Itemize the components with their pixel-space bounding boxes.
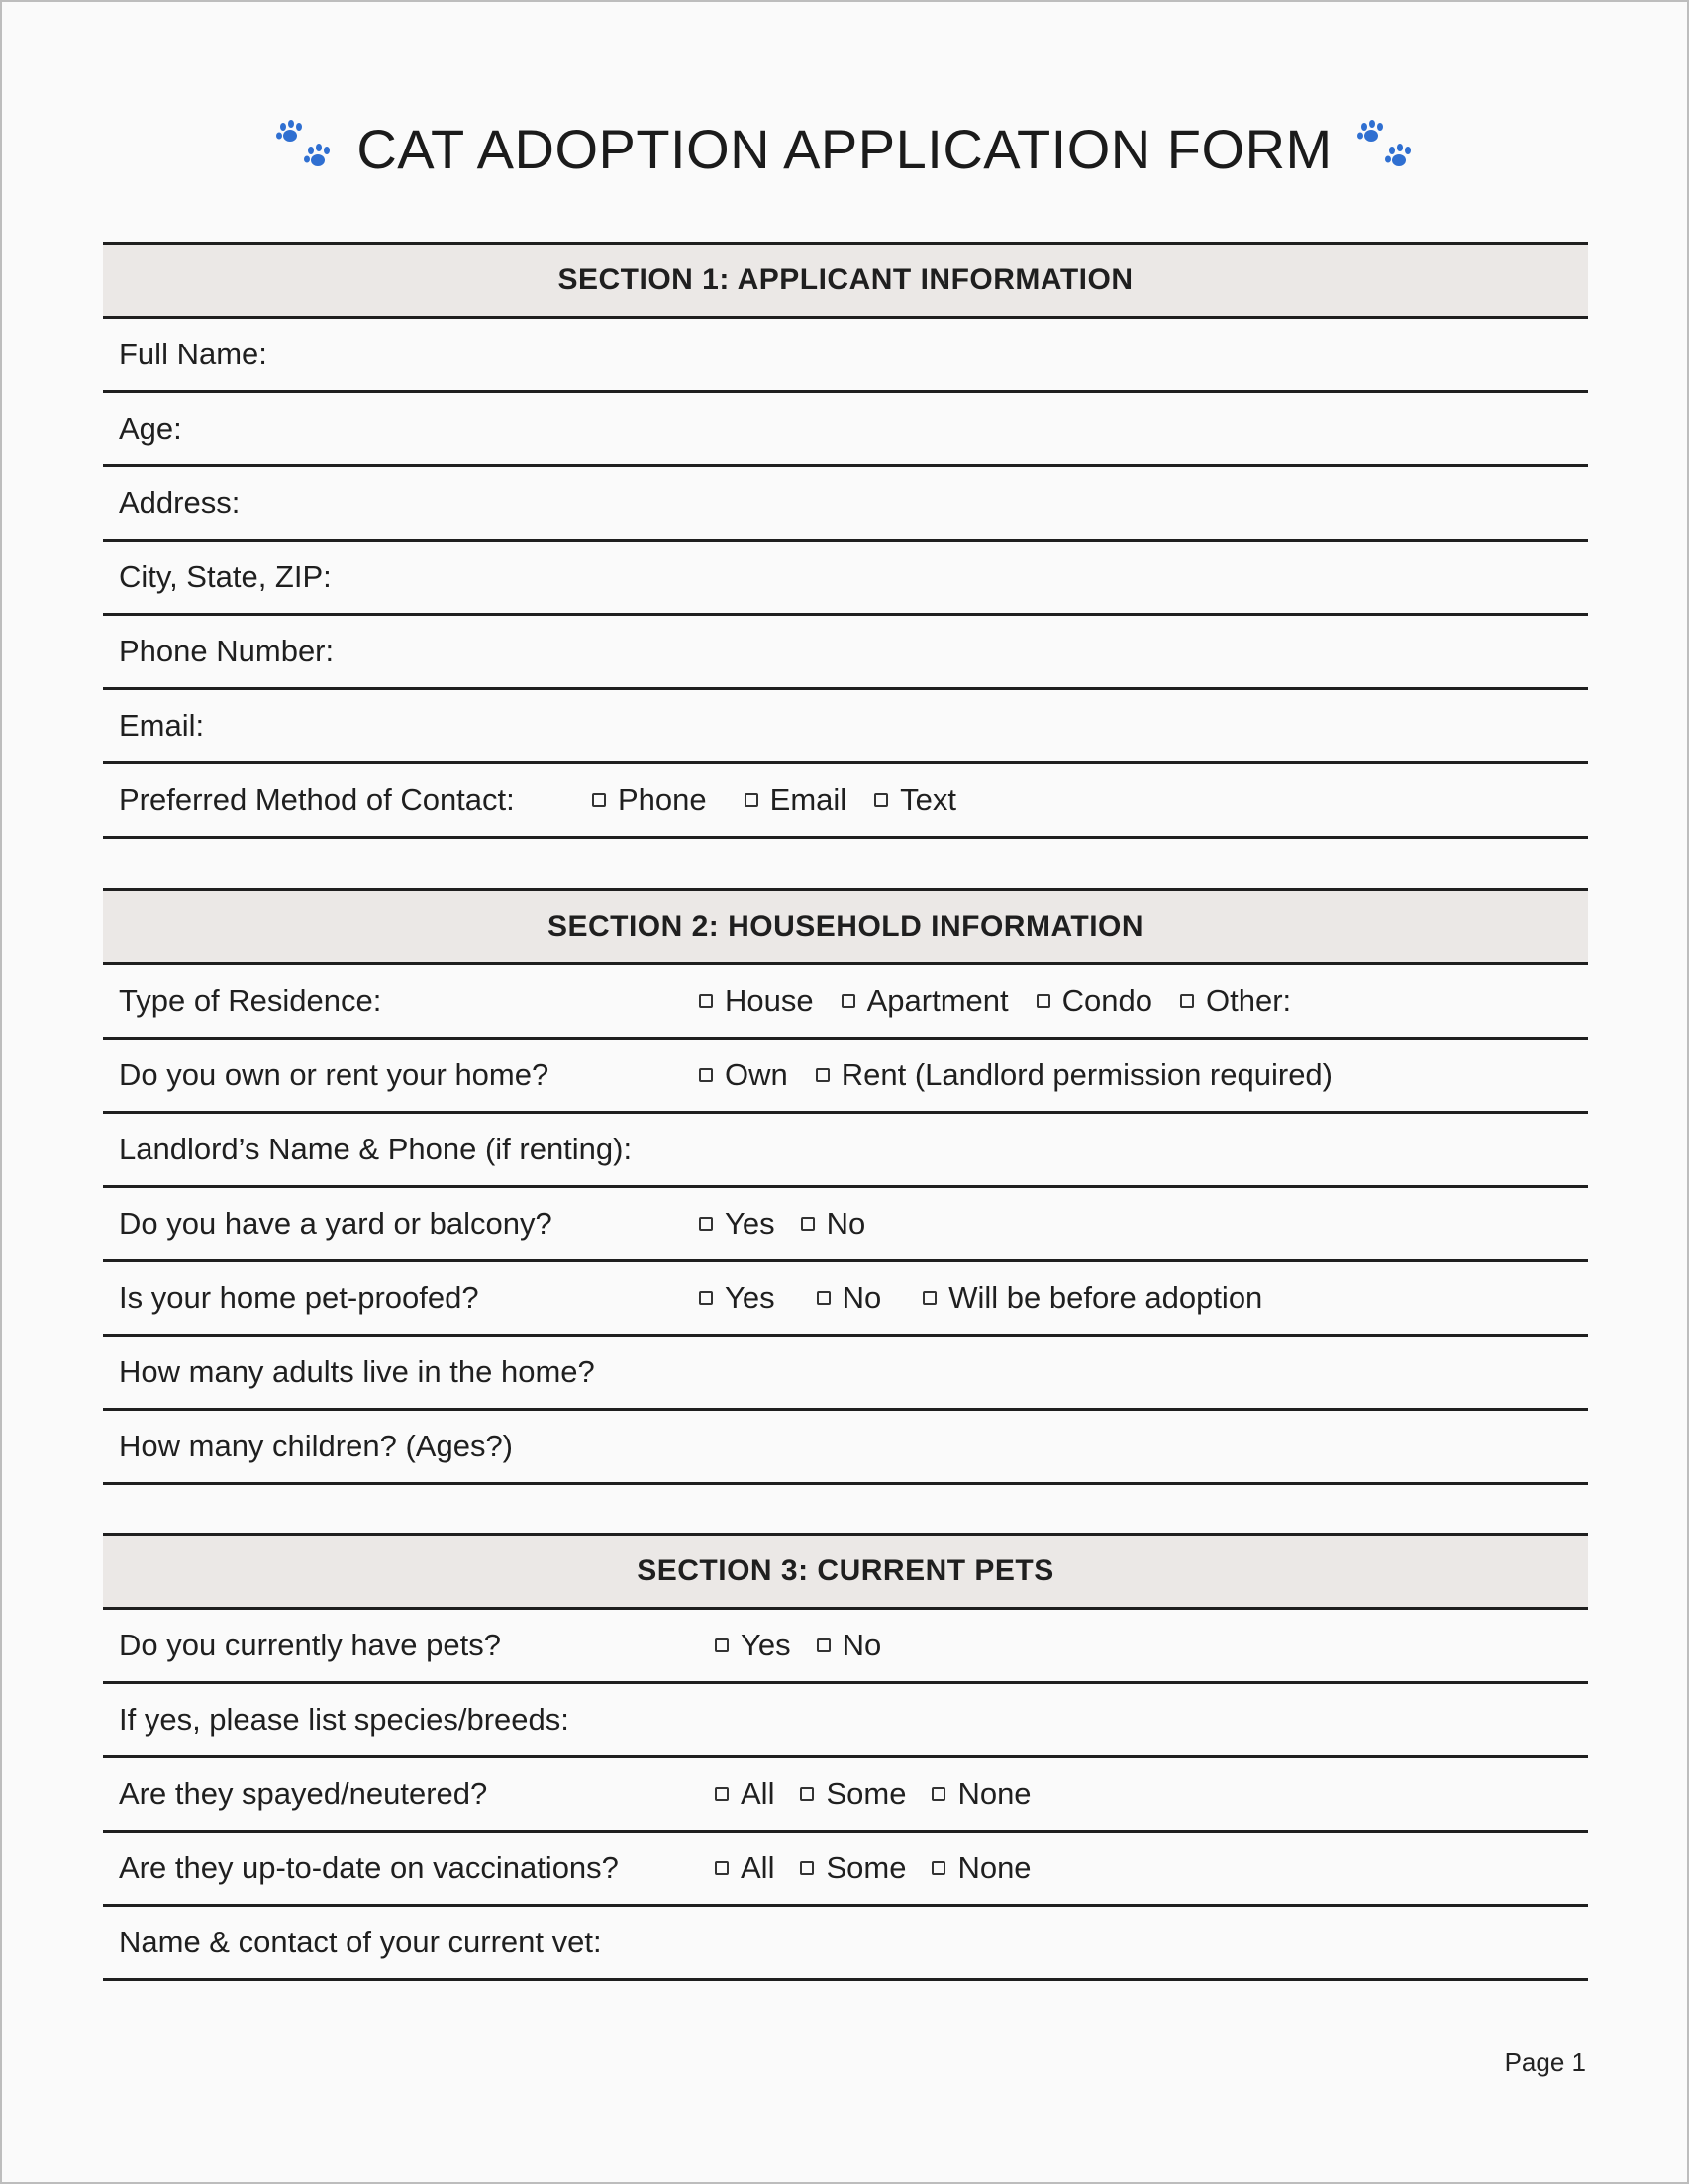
field-label: Address: [119, 485, 241, 520]
checkbox[interactable] [817, 1638, 831, 1652]
form-row-current-pets [103, 1610, 1588, 1684]
option-none[interactable]: None [932, 1776, 1031, 1812]
form-row-email[interactable] [103, 690, 1588, 764]
title-row [2, 109, 1687, 188]
form-row-phone-number[interactable] [103, 616, 1588, 690]
field-label: Is your home pet-proofed? [119, 1280, 479, 1315]
paw-prints-icon [273, 119, 335, 178]
checkbox[interactable] [1180, 994, 1194, 1008]
field-label: How many children? (Ages?) [119, 1429, 514, 1463]
option-phone[interactable]: Phone [592, 782, 707, 818]
option-some[interactable]: Some [800, 1776, 906, 1812]
form-row-age[interactable] [103, 393, 1588, 467]
contact-options [592, 782, 956, 818]
field-label: Email: [119, 708, 205, 743]
option-rent[interactable]: Rent (Landlord permission required) [816, 1057, 1333, 1093]
checkbox[interactable] [816, 1068, 830, 1082]
checkbox[interactable] [699, 994, 713, 1008]
checkbox[interactable] [801, 1217, 815, 1231]
checkbox[interactable] [1037, 994, 1050, 1008]
field-label: Do you have a yard or balcony? [119, 1206, 552, 1241]
form-row-own-or-rent [103, 1040, 1588, 1114]
paw-prints-icon [1354, 119, 1416, 178]
field-label: Landlord’s Name & Phone (if renting): [119, 1132, 633, 1166]
section-heading: SECTION 2: HOUSEHOLD INFORMATION [103, 888, 1588, 965]
option-will-be-before-adoption[interactable]: Will be before adoption [923, 1280, 1262, 1316]
option-text[interactable]: Text [874, 782, 956, 818]
form-row-landlord[interactable] [103, 1114, 1588, 1188]
application-form [103, 242, 1588, 1981]
form-row-yard-balcony [103, 1188, 1588, 1262]
current-pets-options [715, 1628, 881, 1663]
option-some[interactable]: Some [800, 1850, 906, 1886]
checkbox[interactable] [592, 793, 606, 807]
option-no[interactable]: No [817, 1628, 882, 1663]
option-own[interactable]: Own [699, 1057, 788, 1093]
field-label: Full Name: [119, 337, 267, 371]
option-no[interactable]: No [801, 1206, 866, 1241]
checkbox[interactable] [874, 793, 888, 807]
option-none[interactable]: None [932, 1850, 1031, 1886]
form-row-residence-type [103, 965, 1588, 1040]
form-row-children[interactable] [103, 1411, 1588, 1485]
option-condo[interactable]: Condo [1037, 983, 1152, 1019]
option-no[interactable]: No [817, 1280, 882, 1316]
checkbox[interactable] [715, 1861, 729, 1875]
field-label: Type of Residence: [119, 983, 382, 1018]
checkbox[interactable] [699, 1217, 713, 1231]
form-row-city-state-zip[interactable] [103, 542, 1588, 616]
form-row-address[interactable] [103, 467, 1588, 542]
section-heading: SECTION 1: APPLICANT INFORMATION [103, 242, 1588, 319]
field-label: Age: [119, 411, 182, 446]
form-row-current-vet[interactable] [103, 1907, 1588, 1981]
checkbox[interactable] [842, 994, 855, 1008]
field-label: How many adults live in the home? [119, 1354, 595, 1389]
field-label: Are they up-to-date on vaccinations? [119, 1850, 619, 1885]
checkbox[interactable] [923, 1291, 937, 1305]
field-label: If yes, please list species/breeds: [119, 1702, 569, 1737]
checkbox[interactable] [699, 1291, 713, 1305]
form-row-spayed-neutered [103, 1758, 1588, 1833]
checkbox[interactable] [715, 1638, 729, 1652]
page-number: Page 1 [1504, 2047, 1586, 2077]
option-yes[interactable]: Yes [699, 1206, 775, 1241]
yard-options [699, 1206, 865, 1241]
checkbox[interactable] [715, 1787, 729, 1801]
field-label: Preferred Method of Contact: [119, 782, 515, 817]
field-label: City, State, ZIP: [119, 559, 332, 594]
field-label: Do you own or rent your home? [119, 1057, 549, 1092]
option-apartment[interactable]: Apartment [842, 983, 1009, 1019]
form-row-full-name[interactable] [103, 319, 1588, 393]
residence-options [699, 983, 1291, 1019]
form-row-preferred-contact [103, 764, 1588, 839]
checkbox[interactable] [699, 1068, 713, 1082]
own-rent-options [699, 1057, 1333, 1093]
checkbox[interactable] [932, 1861, 945, 1875]
option-other[interactable]: Other: [1180, 983, 1291, 1019]
checkbox[interactable] [800, 1787, 814, 1801]
pet-proofed-options [699, 1280, 1262, 1316]
checkbox[interactable] [800, 1861, 814, 1875]
option-all[interactable]: All [715, 1776, 774, 1812]
option-yes[interactable]: Yes [715, 1628, 791, 1663]
form-row-adults[interactable] [103, 1337, 1588, 1411]
option-yes[interactable]: Yes [699, 1280, 775, 1316]
checkbox[interactable] [817, 1291, 831, 1305]
checkbox[interactable] [745, 793, 758, 807]
option-all[interactable]: All [715, 1850, 774, 1886]
field-label: Are they spayed/neutered? [119, 1776, 488, 1811]
vaccination-options [715, 1850, 1032, 1886]
field-label: Phone Number: [119, 634, 335, 668]
field-label: Do you currently have pets? [119, 1628, 501, 1662]
option-email[interactable]: Email [745, 782, 847, 818]
form-row-species-breeds[interactable] [103, 1684, 1588, 1758]
field-label: Name & contact of your current vet: [119, 1925, 602, 1959]
section-heading: SECTION 3: CURRENT PETS [103, 1533, 1588, 1610]
checkbox[interactable] [932, 1787, 945, 1801]
page-title: CAT ADOPTION APPLICATION FORM [356, 117, 1333, 180]
spayed-options [715, 1776, 1032, 1812]
form-row-vaccinations [103, 1833, 1588, 1907]
option-house[interactable]: House [699, 983, 814, 1019]
form-row-pet-proofed [103, 1262, 1588, 1337]
